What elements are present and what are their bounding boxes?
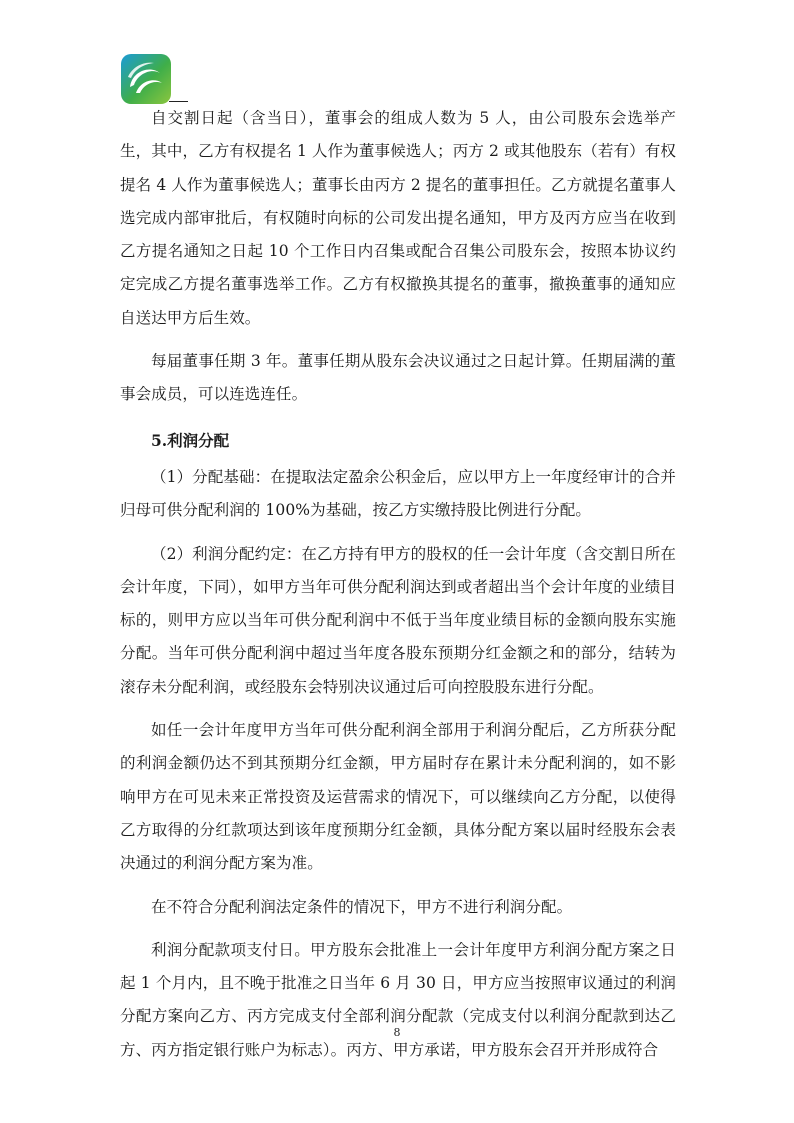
company-logo-icon — [120, 53, 172, 105]
page-number: 8 — [393, 1026, 401, 1039]
document-body — [120, 102, 676, 1067]
section-heading-profit-distribution: 5.利润分配 — [151, 430, 230, 450]
paragraph-distribution-agreement: （2）利润分配约定：在乙方持有甲方的股权的任一会计年度（含交割日所在会计年度，下同），如甲方当年可供分配利润达到或者超出当个会计年度的业绩目标的，则甲方应以当年可供分配利润中不低于当年度业绩目标的金额向股东实施分配。当年可供分配利润中超过当年度各股东预期分红金额之和的部分，结转为滚存未分配利润，或经股东会特别决议通过后可向控股股东进行分配。 — [120, 544, 676, 696]
paragraph-additional-distribution: 如任一会计年度甲方当年可供分配利润全部用于利润分配后，乙方所获分配的利润金额仍达不到其预期分红金额，甲方届时存在累计未分配利润的，如不影响甲方在可见未来正常投资及运营需求的情况下，可以继续向乙方分配，以使得乙方取得的分红款项达到该年度预期分红金额，具体分配方案以届时经股东会表决通过的利润分配方案为准。 — [120, 721, 676, 873]
paragraph-no-distribution: 在不符合分配利润法定条件的情况下，甲方不进行利润分配。 — [151, 897, 573, 916]
paragraph-payment-date: 利润分配款项支付日。甲方股东会批准上一会计年度甲方利润分配方案之日起 1 个月内，且不晚于批准之日当年 6 月 30 日，甲方应当按照审议通过的利润分配方案向乙方、丙方完成支付全部利润分配款（完成支付以利润分配款到达乙方、丙方指定银行账户为标志）。丙方、甲方承诺，甲方股东会召开并形成符合 — [120, 940, 676, 1059]
paragraph-distribution-basis: （1）分配基础：在提取法定盈余公积金后，应以甲方上一年度经审计的合并归母可供分配利润的 100%为基础，按乙方实缴持股比例进行分配。 — [120, 467, 676, 520]
paragraph-board-term: 每届董事任期 3 年。董事任期从股东会决议通过之日起计算。任期届满的董事会成员，可以连选连任。 — [120, 352, 676, 404]
paragraph-board-composition: 自交割日起（含当日），董事会的组成人数为 5 人，由公司股东会选举产生，其中，乙方有权提名 1 人作为董事候选人；丙方 2 或其他股东（若有）有权提名 4 人作为董事候选人；董事长由丙方 2 提名的董事担任。乙方就提名董事人选完成内部审批后，有权随时向标的公司发出提名通知，甲方及丙方应当在收到乙方提名通知之日起 10 个工作日内召集或配合召集公司股东会，按照本协议约定完成乙方提名董事选举工作。乙方有权撤换其提名的董事，撤换董事的通知应自送达甲方后生效。 — [120, 109, 676, 327]
